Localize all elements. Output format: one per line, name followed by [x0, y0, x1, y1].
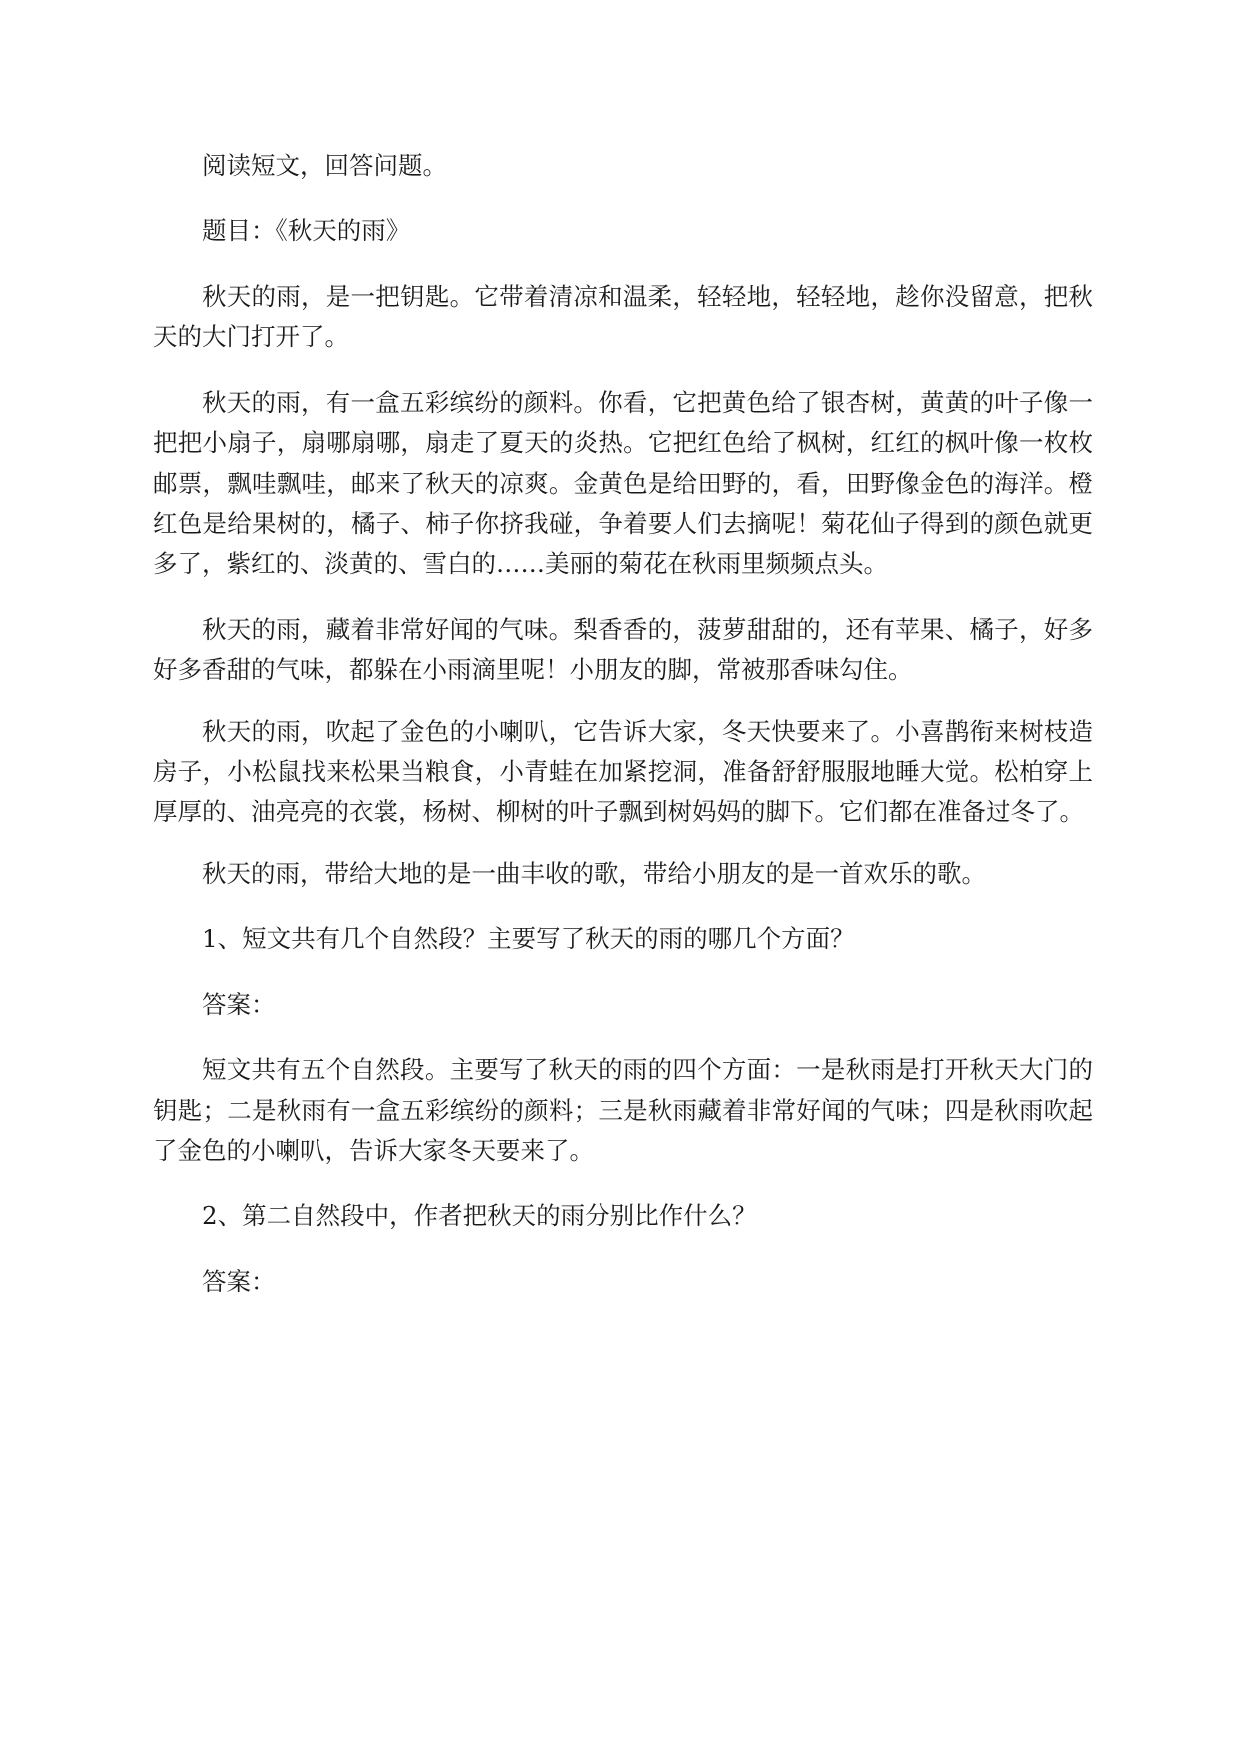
question-1: 1、短文共有几个自然段？主要写了秋天的雨的哪几个方面？: [202, 924, 855, 954]
question-2: 2、第二自然段中，作者把秋天的雨分别比作什么？: [202, 1201, 757, 1231]
document-body: [153, 146, 1093, 1327]
passage-paragraph-3: 秋天的雨，藏着非常好闻的气味。梨香香的，菠萝甜甜的，还有苹果、橘子，好多好多香甜的气味，都躲在小雨滴里呢！小朋友的脚，常被那香味勾住。: [153, 614, 1093, 685]
passage-paragraph-5: 秋天的雨，带给大地的是一曲丰收的歌，带给小朋友的是一首欢乐的歌。: [202, 858, 986, 888]
instruction-text: 阅读短文，回答问题。: [202, 151, 447, 180]
passage-paragraph-4: 秋天的雨，吹起了金色的小喇叭，它告诉大家，冬天快要来了。小喜鹊衔来树枝造房子，小松鼠找来松果当粮食，小青蛙在加紧挖洞，准备舒舒服服地睡大觉。松柏穿上厚厚的、油亮亮的衣裳，杨树、柳树的叶子飘到树妈妈的脚下。它们都在准备过冬了。: [153, 716, 1093, 827]
passage-title: 题目：《秋天的雨》: [202, 216, 411, 246]
answer-text-1: 短文共有五个自然段。主要写了秋天的雨的四个方面：一是秋雨是打开秋天大门的钥匙；二是秋雨有一盒五彩缤纷的颜料；三是秋雨藏着非常好闻的气味；四是秋雨吹起了金色的小喇叭，告诉大家冬天要来了。: [153, 1055, 1093, 1166]
answer-label-1: 答案：: [202, 989, 276, 1019]
passage-paragraph-2: 秋天的雨，有一盒五彩缤纷的颜料。你看，它把黄色给了银杏树，黄黄的叶子像一把把小扇子，扇哪扇哪，扇走了夏天的炎热。它把红色给了枫树，红红的枫叶像一枚枚邮票，飘哇飘哇，邮来了秋天的凉爽。金黄色是给田野的，看，田野像金色的海洋。橙红色是给果树的，橘子、柿子你挤我碰，争着要人们去摘呢！菊花仙子得到的颜色就更多了，紫红的、淡黄的、雪白的……美丽的菊花在秋雨里频频点头。: [153, 387, 1093, 579]
passage-paragraph-1: 秋天的雨，是一把钥匙。它带着清凉和温柔，轻轻地，轻轻地，趁你没留意，把秋天的大门打开了。: [153, 281, 1093, 352]
answer-label-2: 答案：: [202, 1266, 276, 1296]
